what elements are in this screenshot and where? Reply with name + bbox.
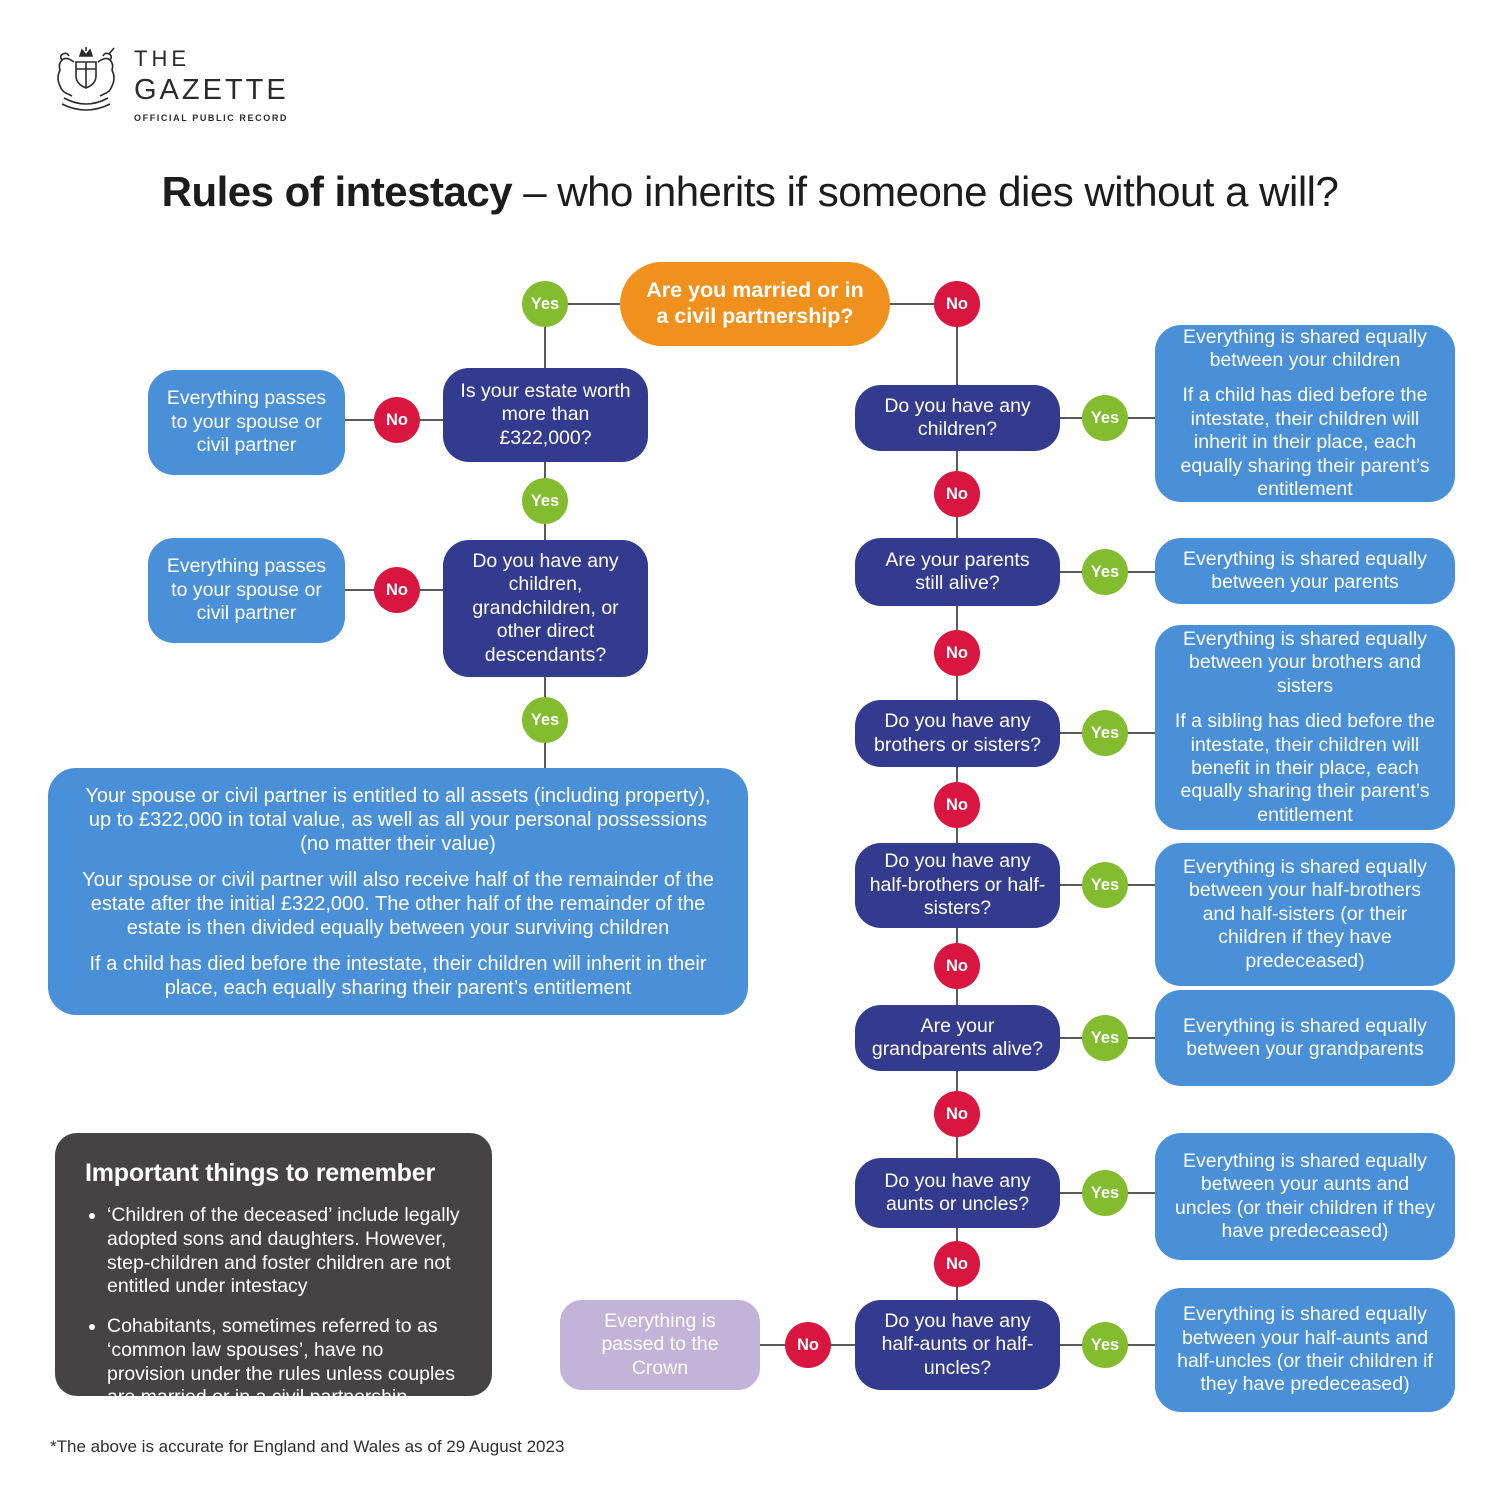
result-paragraph: Everything is shared equally between your parents xyxy=(1183,547,1427,593)
yes-badge: Yes xyxy=(1082,710,1128,756)
result-box-grandparents xyxy=(1155,990,1455,1086)
no-badge: No xyxy=(934,281,980,327)
logo-tagline: OFFICIAL PUBLIC RECORD xyxy=(134,113,289,123)
result-box-parents xyxy=(1155,538,1455,604)
important-note-item: • Cohabitants, sometimes referred to as ‘common law spouses’, have no provision under the rules unless couples are married or in a civil partnership xyxy=(107,1315,466,1410)
no-badge: No xyxy=(934,471,980,517)
no-badge: No xyxy=(934,943,980,989)
yes-badge: Yes xyxy=(1082,1322,1128,1368)
no-badge: No xyxy=(934,1091,980,1137)
important-note-item: • ‘Children of the deceased’ include legally adopted sons and daughters. However, step-children and foster children are not entitled under intestacy xyxy=(107,1204,466,1299)
result-paragraph: Everything is shared equally between your aunts and uncles (or their children if they have predeceased) xyxy=(1174,1149,1436,1242)
no-badge: No xyxy=(374,567,420,613)
summary-paragraph: Your spouse or civil partner is entitled to all assets (including property), up to £322,000 in total value, as well as all your personal possessions (no matter their value) xyxy=(85,784,711,855)
result-paragraph: Everything is shared equally between your half-brothers and half-sisters (or their children if they have predeceased) xyxy=(1183,856,1427,972)
no-badge: No xyxy=(934,1241,980,1287)
question-box-half-aunts-uncles: Do you have any half-aunts or half-uncles? xyxy=(855,1300,1060,1390)
important-notes-title: Important things to remember xyxy=(85,1159,435,1187)
yes-badge: Yes xyxy=(1082,1170,1128,1216)
question-box-parents: Are your parents still alive? xyxy=(855,538,1060,606)
yes-badge: Yes xyxy=(1082,862,1128,908)
yes-badge: Yes xyxy=(1082,395,1128,441)
yes-badge: Yes xyxy=(1082,549,1128,595)
result-box-crown: Everything is passed to the Crown xyxy=(560,1300,760,1390)
result-box-spouse-1: Everything passes to your spouse or civil partner xyxy=(148,370,345,475)
result-paragraph: Everything is shared equally between your half-aunts and half-uncles (or their children if they have predeceased) xyxy=(1177,1303,1433,1396)
result-box-siblings xyxy=(1155,625,1455,830)
result-paragraph: Everything is shared equally between your grandparents xyxy=(1183,1014,1427,1060)
page-title-regular: – who inherits if someone dies without a will? xyxy=(512,168,1339,215)
yes-badge: Yes xyxy=(522,478,568,524)
logo-line-the: THE xyxy=(134,46,190,71)
question-box-half-siblings: Do you have any half-brothers or half-sisters? xyxy=(855,843,1060,928)
question-box-siblings: Do you have any brothers or sisters? xyxy=(855,700,1060,767)
accuracy-footnote: *The above is accurate for England and Wales as of 29 August 2023 xyxy=(50,1437,565,1456)
question-box-estate-value: Is your estate worth more than £322,000? xyxy=(443,368,648,462)
result-box-half-aunts-uncles xyxy=(1155,1288,1455,1412)
yes-badge: Yes xyxy=(1082,1015,1128,1061)
result-paragraph: If a child has died before the intestate, their children will inherit in their place, each equally sharing their parent’s entitlement xyxy=(1180,384,1430,500)
start-question-box: Are you married or in a civil partnership? xyxy=(620,262,890,346)
question-box-children: Do you have any children? xyxy=(855,385,1060,451)
yes-badge: Yes xyxy=(522,281,568,327)
result-box-spouse-2: Everything passes to your spouse or civil partner xyxy=(148,538,345,643)
question-box-grandparents: Are your grandparents alive? xyxy=(855,1005,1060,1071)
logo-line-gazette: GAZETTE xyxy=(134,74,289,106)
no-badge: No xyxy=(934,630,980,676)
result-box-half-siblings xyxy=(1155,843,1455,986)
result-box-aunts-uncles xyxy=(1155,1133,1455,1260)
no-badge: No xyxy=(934,782,980,828)
result-paragraph: Everything is shared equally between your brothers and sisters xyxy=(1183,627,1427,697)
yes-badge: Yes xyxy=(522,697,568,743)
question-box-descendants: Do you have any children, grandchildren, or other direct descendants? xyxy=(443,540,648,677)
result-paragraph: If a sibling has died before the intestate, their children will benefit in their place, each equally sharing their parent’s entitlement xyxy=(1174,710,1436,826)
result-box-children xyxy=(1155,325,1455,502)
no-badge: No xyxy=(374,397,420,443)
page-title-bold: Rules of intestacy xyxy=(161,168,513,215)
result-paragraph: Everything is shared equally between your children xyxy=(1183,325,1427,372)
no-badge: No xyxy=(785,1322,831,1368)
question-box-aunts-uncles: Do you have any aunts or uncles? xyxy=(855,1158,1060,1228)
summary-paragraph: If a child has died before the intestate, their children will inherit in their place, each equally sharing their parent’s entitlement xyxy=(89,952,707,999)
result-box-spouse-split xyxy=(48,768,748,1015)
summary-paragraph: Your spouse or civil partner will also receive half of the remainder of the estate after the initial £322,000. The other half of the remainder of the estate is then divided equally between your surviving children xyxy=(82,868,714,939)
